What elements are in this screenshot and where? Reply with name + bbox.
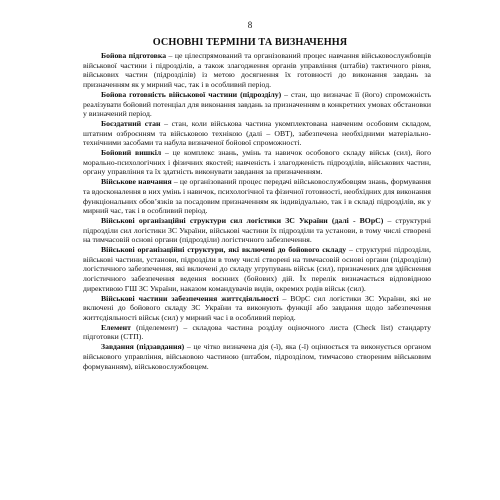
section-heading: ОСНОВНІ ТЕРМІНИ ТА ВИЗНАЧЕННЯ — [152, 37, 348, 48]
definition-paragraph — [83, 90, 431, 119]
definition-text: (піделемент) – складова частина розділу оціночного листа (Check list) стандарту підготовки (СТП). — [83, 322, 431, 342]
definition-text: – це чітко визначена дія (-ї), яка (-ї) оцінюється та виконується органом військового управління, військовою частиною (штабом, підрозділом, тимчасово створеним військовим формуванням), військовослужбовцем. — [83, 342, 431, 371]
definition-paragraph — [83, 51, 431, 90]
definitions-list — [83, 51, 431, 371]
definition-text: – структурні підрозділи, військові частини, установи, підрозділи в тому числі створені на тимчасовій основі органи (підрозділи) логістичного забезпечення, які включені до складу угрупувань військ (сил), призначених для здійснення логістичного забезпечення ведення воєнних (бойових) дій. Їх перелік визначається відповідною директивою ГШ ЗС України, наказом командувачів видів, окремих родів військ (сил). — [83, 245, 431, 293]
definition-term: Боєздатний стан — [101, 118, 161, 128]
definition-paragraph — [83, 342, 431, 371]
definition-term: Військові частини забезпечення життєдіяльності — [101, 293, 279, 303]
definition-term: Бойова готовність військової частини (підрозділу) — [101, 89, 282, 99]
definition-paragraph — [83, 177, 431, 216]
definition-text: – структурні підрозділи сил логістики ЗС України, військові частини їх підрозділи та установи, в тому числі створені на тимчасовій основі органи (підрозділи) логістичного забезпечення. — [83, 215, 431, 245]
definition-paragraph — [83, 216, 431, 245]
definition-term: Військове навчання — [101, 177, 172, 187]
definition-term: Військові організаційні структури, які включені до бойового складу — [101, 245, 347, 255]
definition-paragraph — [83, 294, 431, 323]
definition-text: – стан, коли військова частина укомплектована навченим особовим складом, штатним озброєнням та військовою технікою (далі – ОВТ), забезпечена необхідними матеріально-технічними засобами та набула визначеної бойової спроможності. — [83, 118, 431, 148]
definition-paragraph — [83, 148, 431, 177]
page-number: 8 — [247, 20, 253, 30]
definition-text: – це цілеспрямований та організований процес навчання військовослужбовців військової частини і підрозділів, а також злагодження органів управління (штабів) тактичного рівня, військових частин (підрозділів) із метою досягнення їх готовності до виконання завдань за призначенням як у мирний час, так і в особливий період. — [83, 51, 431, 90]
definition-paragraph — [83, 245, 431, 294]
definition-paragraph — [83, 119, 431, 148]
definition-text: – ВОрС сил логістики ЗС України, які не включені до бойового складу ЗС України та виконують функції або завдання щодо забезпечення життєдіяльності військ (сил) у мирний час і в особливий період. — [83, 293, 431, 322]
definition-term: Бойова підготовка — [101, 51, 167, 60]
definition-text: – це організований процес передачі військовослужбовцям знань, формування та вдосконалення в них умінь і навичок, психологічної та фізичної готовності, необхідних для виконання функціональних обов’язків за посадовим призначенням як індивідуально, так і в складі підрозділів, як у мирний час, так і в особливий період. — [83, 177, 431, 216]
definition-paragraph — [83, 323, 431, 342]
definition-term: Військові організаційні структури сил логістики ЗС України (далі - ВОрС) — [101, 215, 384, 225]
definition-term: Бойовий вишкіл — [101, 148, 162, 158]
definition-term: Елемент — [101, 322, 131, 332]
definition-text: – стан, що визначає її (його) спроможність реалізувати бойовий потенціал для виконання завдань за призначенням в конкретних умовах обстановки у визначений період. — [83, 89, 431, 119]
definition-text: – це комплекс знань, умінь та навичок особового складу військ (сил), його морально-психологічних і фізичних якостей; навченість і злагодженість підрозділів, військових частин, органу управління та їх здатність виконувати завдання за призначенням. — [83, 148, 431, 177]
definition-term: Завдання (підзавдання) — [101, 342, 185, 352]
